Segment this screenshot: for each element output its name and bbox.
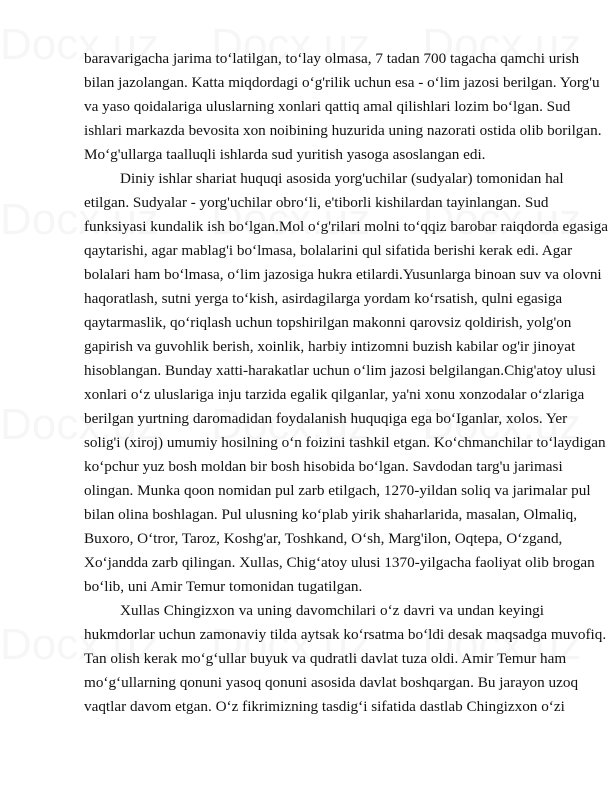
text-line: Xo‘jandda zarb qilingan. Xullas, Chig‘atoy ulusi 1370-yilgacha faoliyat olib brogan <box>84 554 595 571</box>
text-line: berilgan yurtning daromadidan foydalanish huquqiga ega bo‘Iganlar, xolos. Yer <box>84 410 568 427</box>
text-line: ko‘pchur yuz bosh moldan bir bosh hisobida bo‘lgan. Savdodan targ'u jarimasi <box>84 458 563 475</box>
text-line: Mo‘g'ullarga taalluqli ishlarda sud yuritish yasoga asoslangan edi. <box>84 146 486 163</box>
text-line: ishlari markazda bevosita xon noibining huzurida uning nazorati ostida olib borilgan. <box>84 122 602 139</box>
text-line: bo‘lib, uni Amir Temur tomonidan tugatilgan. <box>84 578 363 595</box>
text-line: olingan. Munka qoon nomidan pul zarb etilgach, 1270-yildan soliq va jarimalar pul <box>84 482 591 499</box>
text-line: Diniy ishlar shariat huquqi asosida yorg'uchilar (sudyalar) tomonidan hal <box>120 170 564 187</box>
text-line: solig'i (xiroj) umumiy hosilning o‘n foizini tashkil etgan. Ko‘chmanchilar to‘laydigan <box>84 434 606 451</box>
text-line: Buxoro, O‘tror, Taroz, Koshg'ar, Toshkand, O‘sh, Marg'ilon, Oqtepa, O‘zgand, <box>84 530 563 547</box>
text-line: bolalari ham bo‘lmasa, o‘lim jazosiga hukra etilardi.Yusunlarga binoan suv va olovni <box>84 266 602 283</box>
text-line: xonlari o‘z uluslariga inju tarzida egalik qilganlar, ya'ni xonu xonzodalar o‘zlariga <box>84 386 585 403</box>
text-line: haqoratlash, sutni yerga to‘kish, asirdagilarga yordam ko‘rsatish, qulni egasiga <box>84 290 563 307</box>
text-line: baravarigacha jarima to‘latilgan, to‘lay olmasa, 7 tadan 700 tagacha qamchi urish <box>84 50 580 67</box>
text-line: gapirish va guvohlik berish, xoinlik, harbiy intizomni buzish kabilar og'ir jinoyat <box>84 338 576 355</box>
text-line: mo‘g‘ullarning qonuni yasoq qonuni asosida davlat boshqargan. Bu jarayon uzoq <box>84 674 579 691</box>
text-line: Tan olish kerak mo‘g‘ullar buyuk va qudratli davlat tuza oldi. Amir Temur ham <box>84 650 567 667</box>
text-line: bilan olina boshlagan. Pul ulusning ko‘plab yirik shaharlarida, masalan, Olmaliq, <box>84 506 578 523</box>
text-line: funksiyasi kundalik ish bo‘lgan.Mol o‘g'rilari molni to‘qqiz barobar raiqdorda egasiga <box>84 218 609 235</box>
text-line: Xullas Chingizxon va uning davomchilari o‘z davri va undan keyingi <box>120 602 544 619</box>
text-line: vaqtlar davom etgan. O‘z fikrimizning tasdig‘i sifatida dastlab Chingizxon o‘zi <box>84 698 565 715</box>
document-page <box>84 47 609 719</box>
text-line: hukmdorlar uchun zamonaviy tilda aytsak ko‘rsatma bo‘ldi desak maqsadga muvofiq. <box>84 626 607 643</box>
text-line: qaytarishi, agar mablag'i bo‘lmasa, bolalarini qul sifatida berishi kerak edi. Agar <box>84 242 573 259</box>
text-line: etilgan. Sudyalar - yorg'uchilar obro‘li, e'tiborli kishilardan tayinlangan. Sud <box>84 194 549 211</box>
text-line: bilan jazolangan. Katta miqdordagi o‘g'rilik uchun esa - o‘lim jazosi berilgan. Yorg'u <box>84 74 600 91</box>
text-line: hisoblangan. Bunday xatti-harakatlar uchun o‘lim jazosi belgilangan.Chig'atoy ulusi <box>84 362 596 379</box>
text-line: va yaso qoidalariga uluslarning xonlari qattiq amal qilishlari lozim bo‘lgan. Sud <box>84 98 571 115</box>
text-line: qaytarmaslik, qo‘riqlash uchun topshirilgan makonni qarovsiz qoldirish, yolg'on <box>84 314 572 331</box>
